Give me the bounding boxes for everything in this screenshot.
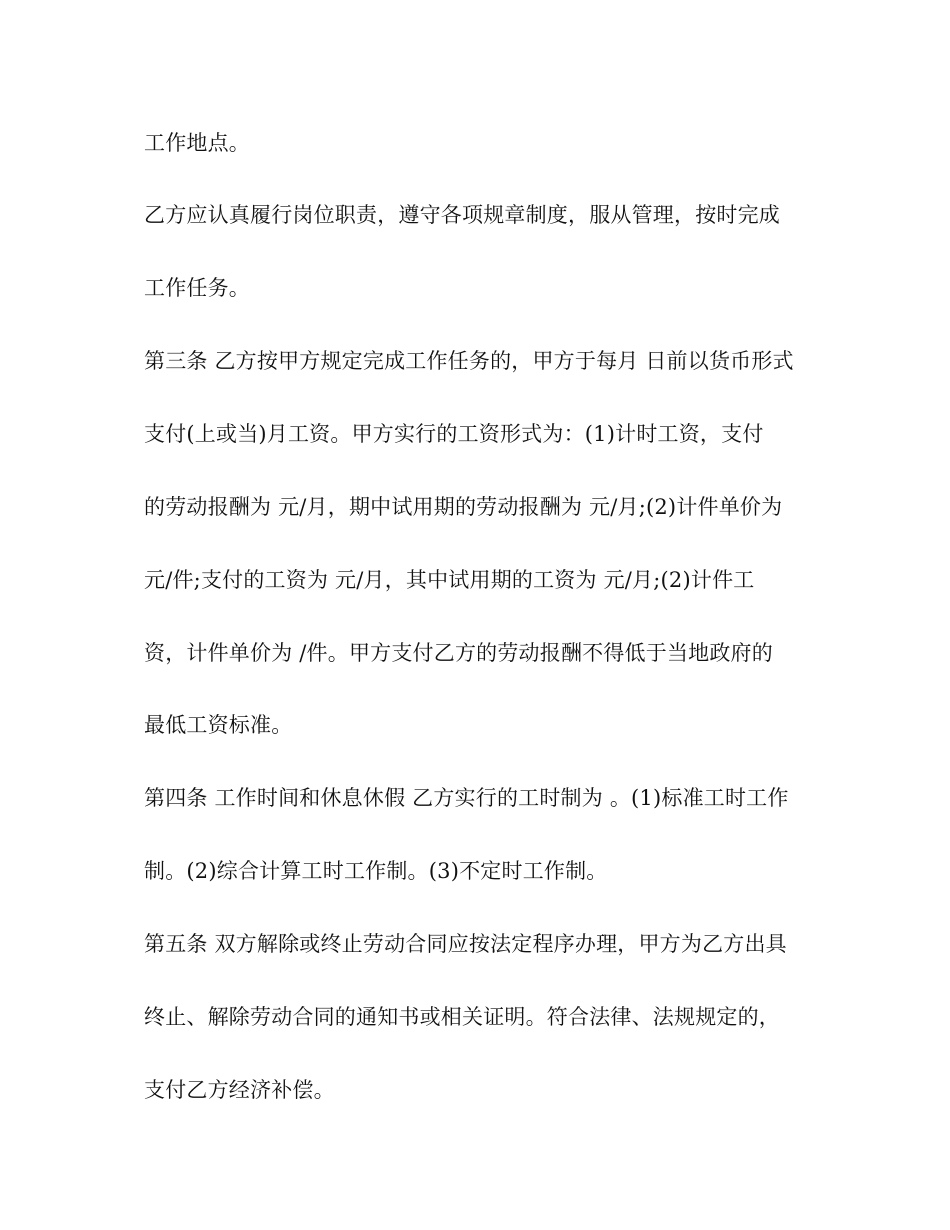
text-line: 最低工资标准。 bbox=[144, 713, 293, 737]
text-line: 终止、解除劳动合同的通知书或相关证明。符合法律、法规规定的， bbox=[144, 1005, 780, 1029]
text-line: 元/件;支付的工资为 元/月，其中试用期的工资为 元/月;(2)计件工 bbox=[144, 568, 755, 592]
text-line: 第四条 工作时间和休息休假 乙方实行的工时制为 。(1)标准工时工作 bbox=[144, 786, 789, 810]
text-line: 乙方应认真履行岗位职责，遵守各项规章制度，服从管理，按时完成 bbox=[144, 203, 780, 227]
text-line: 第五条 双方解除或终止劳动合同应按法定程序办理，甲方为乙方出具 bbox=[144, 932, 787, 956]
text-line: 资，计件单价为 /件。甲方支付乙方的劳动报酬不得低于当地政府的 bbox=[144, 641, 773, 665]
text-line: 工作任务。 bbox=[144, 276, 250, 300]
text-line: 的劳动报酬为 元/月，期中试用期的劳动报酬为 元/月;(2)计件单价为 bbox=[144, 495, 783, 519]
text-line: 第三条 乙方按甲方规定完成工作任务的，甲方于每月 日前以货币形式 bbox=[144, 349, 794, 373]
text-line: 支付乙方经济补偿。 bbox=[144, 1078, 335, 1102]
text-line: 支付(上或当)月工资。甲方实行的工资形式为：(1)计时工资，支付 bbox=[144, 422, 764, 446]
text-line: 工作地点。 bbox=[144, 131, 250, 155]
text-line: 制。(2)综合计算工时工作制。(3)不定时工作制。 bbox=[144, 859, 608, 883]
